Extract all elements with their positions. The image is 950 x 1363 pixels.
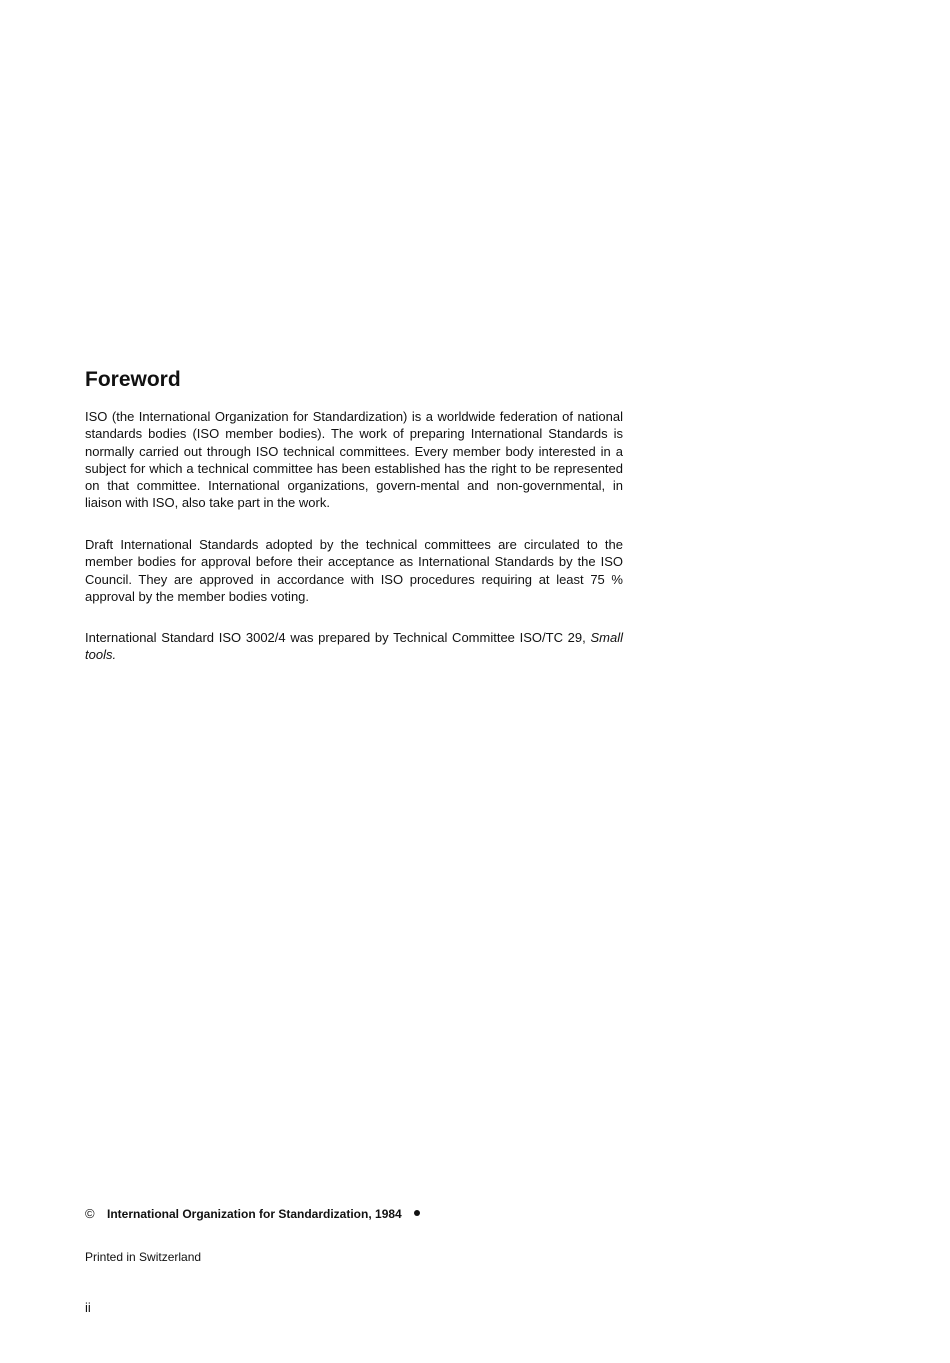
printed-in-note: Printed in Switzerland: [85, 1250, 202, 1264]
copyright-holder: International Organization for Standardization, 1984: [107, 1207, 402, 1221]
committee-name: Small tools.: [85, 630, 623, 663]
page-number: ii: [85, 1300, 91, 1315]
prepared-by-text: International Standard ISO 3002/4 was prepared by Technical Committee ISO/TC 29,: [85, 630, 586, 645]
copyright-line: [85, 1205, 420, 1223]
foreword-paragraph-prepared-by: [85, 629, 623, 664]
foreword-paragraph-draft-standards: Draft International Standards adopted by the technical committees are circulated to the member bodies for approval before their acceptance as International Standards by the ISO Council. They are approved in accordance with ISO procedures requiring at least 75 % approval by the member bodies voting.: [85, 537, 623, 604]
foreword-heading: Foreword: [85, 368, 181, 391]
bullet-icon: [414, 1210, 420, 1216]
copyright-symbol: ©: [85, 1206, 95, 1221]
foreword-paragraph-iso-federation: ISO (the International Organization for Standardization) is a worldwide federation of national standards bodies (ISO member bodies). The work of preparing International Standards is normally carried out through ISO technical committees. Every member body interested in a subject for which a technical committee has been established has the right to be represented on that committee. International organizations, govern-mental and non-governmental, in liaison with ISO, also take part in the work.: [85, 409, 623, 511]
